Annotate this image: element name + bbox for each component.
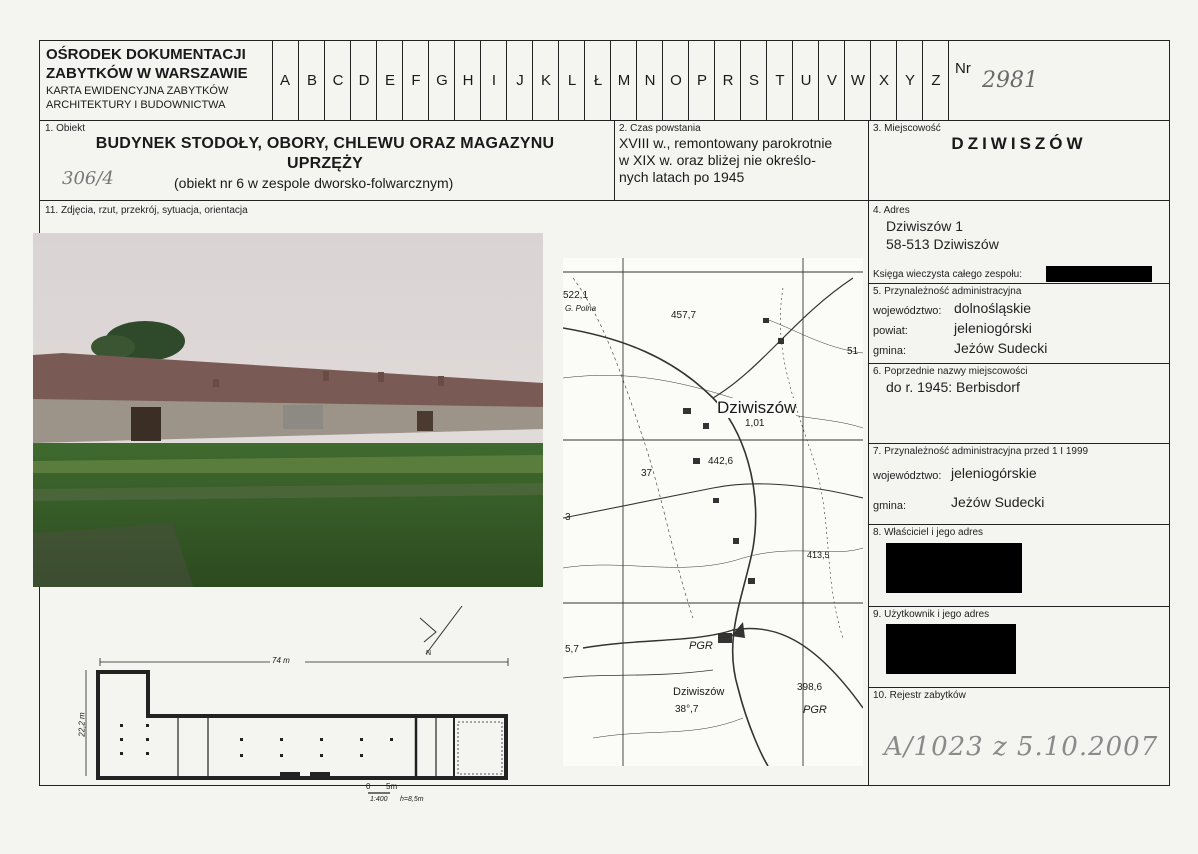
map-elev-6: 38°,7 xyxy=(675,704,699,715)
section9-label: 9. Użytkownik i jego adres xyxy=(873,609,990,620)
object-subtitle: (obiekt nr 6 w zespole dworsko-folwarcznym) xyxy=(174,175,454,191)
old-voivodeship-value: jeleniogórskie xyxy=(951,465,1037,481)
map-pgr-label: PGR xyxy=(689,640,713,652)
ledger-redaction xyxy=(1046,266,1152,282)
letter-cell: K xyxy=(532,40,559,120)
commune-label: gmina: xyxy=(873,345,907,357)
section7-label: 7. Przynależność administracyjna przed 1 I 1999 xyxy=(873,446,1089,457)
county-value: jeleniogórski xyxy=(954,320,1032,336)
card-line2: ARCHITEKTURY I BUDOWNICTWA xyxy=(46,99,226,111)
object-handwritten-number: 306/4 xyxy=(62,168,114,189)
letter-cell: E xyxy=(376,40,403,120)
plan-width-dim: 22,2 m xyxy=(77,712,87,737)
letter-cell: B xyxy=(298,40,325,120)
map-elev-2: 457,7 xyxy=(671,310,697,321)
letter-cell: W xyxy=(844,40,871,120)
map-elev-10: 3 xyxy=(565,512,571,523)
map-elev-4: 398,6 xyxy=(797,682,823,693)
voivodeship-label: województwo: xyxy=(873,305,942,317)
section8-label: 8. Właściciel i jego adres xyxy=(873,527,984,538)
letter-cell: F xyxy=(402,40,429,120)
section10-label: 10. Rejestr zabytków xyxy=(873,690,966,701)
topographic-map xyxy=(563,258,863,766)
owner-redaction xyxy=(886,543,1022,593)
letter-cell: O xyxy=(662,40,689,120)
letter-cell: N xyxy=(636,40,663,120)
letter-cell: U xyxy=(792,40,819,120)
card-type xyxy=(46,84,228,112)
letter-cell: J xyxy=(506,40,533,120)
card-line1: KARTA EWIDENCYJNA ZABYTKÓW xyxy=(46,85,229,97)
north-label: N xyxy=(426,650,432,657)
section11-label: 11. Zdjęcia, rzut, przekrój, sytuacja, orientacja xyxy=(45,205,248,216)
letter-cell: X xyxy=(870,40,897,120)
register-value: A/1023 z 5.10.2007 xyxy=(884,732,1159,762)
institution-name xyxy=(46,45,248,83)
nr-label: Nr xyxy=(955,60,971,77)
date-line2: w XIX w. oraz bliżej nie określo- xyxy=(619,152,816,168)
map-elev-12: 413,5 xyxy=(807,550,830,560)
letter-cell: C xyxy=(324,40,351,120)
institution-line2: ZABYTKÓW W WARSZAWIE xyxy=(46,65,248,82)
date-line1: XVIII w., remontowany parokrotnie xyxy=(619,135,833,151)
letter-cell: D xyxy=(350,40,377,120)
section5-label: 5. Przynależność administracyjna xyxy=(873,286,1022,297)
plan-scale-ratio: 1:400 xyxy=(370,796,388,803)
letter-cell: Ł xyxy=(584,40,611,120)
photo-image xyxy=(33,233,543,587)
letter-cell: R xyxy=(714,40,741,120)
old-commune-value: Jeżów Sudecki xyxy=(951,494,1045,510)
plan-length-dim: 74 m xyxy=(272,656,290,665)
letter-cell: A xyxy=(279,71,290,89)
ledger-label: Księga wieczysta całego zespołu: xyxy=(873,269,1022,280)
map-elev-3: 442,6 xyxy=(708,456,734,467)
object-title-line1: BUDYNEK STODOŁY, OBORY, CHLEWU ORAZ MAGAZYNU xyxy=(95,135,555,152)
county-label: powiat: xyxy=(873,325,908,337)
voivodeship-value: dolnośląskie xyxy=(954,300,1032,316)
plan-scale-five: 5m xyxy=(386,782,398,791)
building-photo xyxy=(33,233,543,587)
map-elev-8: 51 xyxy=(847,346,859,357)
letter-cell: L xyxy=(558,40,585,120)
former-names-value: do r. 1945: Berbisdorf xyxy=(886,379,1020,395)
floor-plan xyxy=(77,654,520,804)
old-commune-label: gmina: xyxy=(873,500,907,512)
object-title-line2: UPRZĘŻY xyxy=(286,155,364,172)
map-elev-11: G. Polna xyxy=(565,304,597,313)
user-redaction xyxy=(886,624,1016,674)
letter-cell: T xyxy=(766,40,793,120)
section3-label: 3. Miejscowość xyxy=(873,123,941,134)
letter-cell: I xyxy=(480,40,507,120)
map-elev-7: 37 xyxy=(641,468,653,479)
object-title xyxy=(40,134,610,174)
section6-label: 6. Poprzednie nazwy miejscowości xyxy=(873,366,1028,377)
section4-label: 4. Adres xyxy=(873,205,910,216)
letter-cell: S xyxy=(740,40,767,120)
letter-cell: G xyxy=(428,40,455,120)
address-line1: Dziwiszów 1 xyxy=(886,218,964,234)
section1-label: 1. Obiekt xyxy=(45,123,86,134)
floor-plan-drawing xyxy=(77,654,520,804)
plan-scale-zero: 0 xyxy=(366,782,371,791)
date-line3: nych latach po 1945 xyxy=(619,169,745,185)
plan-height: h=8,5m xyxy=(400,796,424,803)
nr-value: 2981 xyxy=(982,68,1038,93)
section2-label: 2. Czas powstania xyxy=(619,123,701,134)
map-town-label-2: Dziwiszów xyxy=(673,686,725,698)
letter-cell: H xyxy=(454,40,481,120)
commune-value: Jeżów Sudecki xyxy=(954,340,1048,356)
map-elev-9: 5,7 xyxy=(565,644,579,655)
institution-line1: OŚRODEK DOKUMENTACJI xyxy=(46,46,246,63)
letter-cell: V xyxy=(818,40,845,120)
letter-cell: P xyxy=(688,40,715,120)
date-of-origin xyxy=(619,135,863,186)
letter-cell: Y xyxy=(896,40,923,120)
letter-cell: M xyxy=(610,40,637,120)
map-pgr-label-2: PGR xyxy=(803,704,827,716)
map-elev-1: 522,1 xyxy=(563,290,589,301)
letter-cell: Z xyxy=(922,40,949,120)
address-line2: 58-513 Dziwiszów xyxy=(886,236,999,252)
locality-value: DZIWISZÓW xyxy=(951,134,1087,153)
map-elev-5: 1,01 xyxy=(745,418,765,429)
map-town-label: Dziwiszów xyxy=(717,398,797,417)
old-voivodeship-label: województwo: xyxy=(873,470,942,482)
